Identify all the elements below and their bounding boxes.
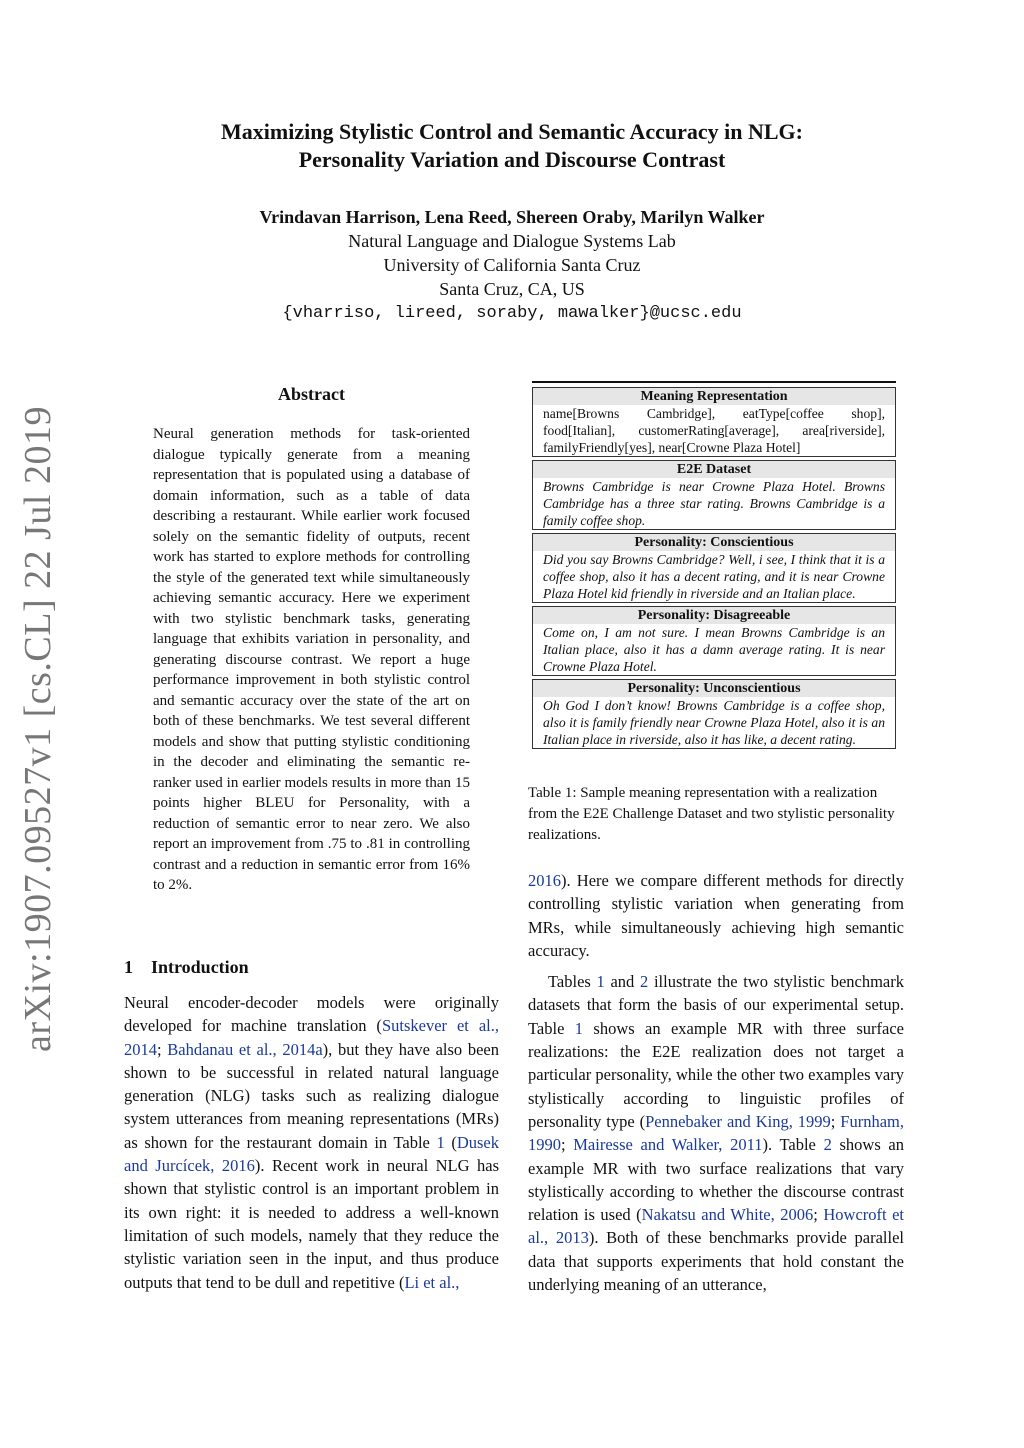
table-box-unconscientious: [532, 679, 896, 749]
right-column-text: [528, 869, 904, 1296]
section-number: 1: [124, 957, 133, 977]
intro-text: ), but they have also been shown to be successful in related natural language generation (NLG) tasks such as realizing dialogue system utterances from meaning representations (MRs) as shown for the restaurant domain in Table: [124, 1039, 499, 1152]
table-box-header: Personality: Disagreeable: [533, 607, 895, 624]
citation-link[interactable]: Bahdanau et al., 2014a: [167, 1039, 323, 1059]
table-box-disagreeable: [532, 606, 896, 676]
table-box-text: Did you say Browns Cambridge? Well, i see, I think that it is a coffee shop, also it has a decent rating, and it is near Crowne Plaza Hotel kid friendly in riverside and an Italian place.: [543, 552, 885, 601]
table-box-header: E2E Dataset: [533, 461, 895, 478]
right-paragraph-2: [528, 970, 904, 1296]
citation-link[interactable]: Howcroft et al., 2013: [528, 1205, 905, 1248]
table-box-header: Meaning Representation: [533, 388, 895, 405]
table-box-e2e: [532, 460, 896, 530]
author-list: Vrindavan Harrison, Lena Reed, Shereen Oraby, Marilyn Walker: [259, 207, 765, 227]
table-ref-link[interactable]: 2: [640, 972, 649, 992]
abstract-text: Neural generation methods for task-oriented dialogue typically generate from a meaning representation that is populated using a database of domain information, such as a table of data describing a restaurant. While earlier work focused solely on the semantic fidelity of outputs, recent work has started to explore methods for controlling the style of the generated text while simultaneously achieving semantic accuracy. Here we experiment with two stylistic benchmark tasks, generating language that exhibits variation in personality, and generating discourse contrast. We report a huge performance improvement in both stylistic control and semantic accuracy over the state of the art on both of these benchmarks. We test several different models and show that putting stylistic conditioning in the decoder and eliminating the semantic re-ranker used in earlier models results in more than 15 points higher BLEU for Personality, with a reduction of semantic error to near zero. We also report an improvement from .75 to .81 in controlling contrast and a reduction in semantic error from 16% to 2%.: [153, 426, 470, 893]
citation-link[interactable]: Sutskever et al., 2014: [124, 1016, 500, 1059]
section-title: Introduction: [151, 957, 249, 977]
body-text: Tables: [548, 972, 597, 992]
citation-link[interactable]: Li et al.,: [404, 1272, 460, 1292]
table-box-header: Personality: Conscientious: [533, 534, 895, 551]
body-text: ;: [561, 1135, 574, 1155]
body-text: ;: [813, 1205, 824, 1225]
paper-title: [0, 118, 1024, 174]
right-paragraph-1: [528, 869, 904, 962]
title-line-2: Personality Variation and Discourse Contrast: [298, 147, 726, 172]
intro-text: (: [444, 1132, 457, 1152]
citation-link[interactable]: Dusek and Jurcícek, 2016: [124, 1132, 499, 1176]
citation-link[interactable]: Mairesse and Walker, 2011: [573, 1135, 763, 1155]
table-ref-link[interactable]: 1: [436, 1132, 445, 1152]
body-text: ;: [830, 1111, 841, 1131]
intro-text: Neural encoder-decoder models were originally developed for machine translation (: [124, 993, 499, 1036]
affiliation-university: University of California Santa Cruz: [383, 255, 641, 275]
title-line-1: Maximizing Stylistic Control and Semantic Accuracy in NLG:: [221, 119, 803, 144]
body-text: ). Both of these benchmarks provide parallel data that supports experiments that hold constant the underlying meaning of an utterance,: [528, 1228, 904, 1295]
table-ref-link[interactable]: 2: [823, 1135, 832, 1155]
intro-text: ). Recent work in neural NLG has shown that stylistic control is an important problem in its own right: it is needed to address a well-known limitation of such models, namely that they reduce the stylistic variation seen in the input, and thus produce outputs that tend to be dull and repetitive (: [124, 1156, 500, 1292]
body-text: shows an example MR with two surface realizations that vary stylistically according to whether the discourse contrast relation is used (: [528, 1135, 904, 1225]
table-1-caption: Table 1: Sample meaning representation with a realization from the E2E Challenge Dataset and two stylistic personality realizations.: [528, 785, 895, 843]
citation-link[interactable]: 2016: [528, 871, 561, 890]
table-box-text: Come on, I am not sure. I mean Browns Cambridge is an Italian place, also it has a damn average rating. It is near Crowne Plaza Hotel.: [543, 625, 885, 674]
arxiv-identifier: arXiv:1907.09527v1 [cs.CL] 22 Jul 2019: [17, 406, 59, 1052]
body-text: ). Table: [762, 1135, 824, 1155]
abstract-heading: Abstract: [278, 384, 345, 404]
body-text: shows an example MR with three surface realizations: the E2E realization does not target a particular personality, while the other two examples vary stylistically according to linguistic profiles of personality type (: [528, 1018, 904, 1131]
table-box-conscientious: [532, 533, 896, 603]
table-box-header: Personality: Unconscientious: [533, 680, 895, 697]
citation-link[interactable]: Nakatsu and White, 2006: [641, 1205, 814, 1225]
citation-link[interactable]: Furnham, 1990: [528, 1111, 904, 1155]
author-emails: {vharriso, lireed, soraby, mawalker}@ucsc.edu: [282, 304, 742, 323]
body-text: and: [604, 972, 640, 992]
affiliation-lab: Natural Language and Dialogue Systems Lab: [348, 231, 676, 251]
intro-text: ;: [157, 1039, 168, 1059]
table-box-text: name[Browns Cambridge], eatType[coffee shop], food[Italian], customerRating[average], area[riverside], familyFriendly[yes], near[Crowne Plaza Hotel]: [543, 406, 885, 455]
table-box-text: Browns Cambridge is near Crowne Plaza Hotel. Browns Cambridge has a three star rating. Browns Cambridge is a family coffee shop.: [543, 479, 885, 528]
citation-link[interactable]: Pennebaker and King, 1999: [645, 1111, 831, 1131]
table-ref-link[interactable]: 1: [596, 972, 605, 992]
table-ref-link[interactable]: 1: [574, 1018, 584, 1038]
table-box-text: Oh God I don’t know! Browns Cambridge is a coffee shop, also it is family friendly near Crowne Plaza Hotel, also it is an Italian place in riverside, also it has like, a decent rating.: [543, 698, 885, 747]
section-heading-introduction: [124, 957, 249, 978]
introduction-paragraph: [124, 991, 499, 1294]
table-1: [532, 381, 896, 752]
table-box-mr: [532, 387, 896, 457]
affiliation-city: Santa Cruz, CA, US: [439, 279, 585, 299]
body-text: ). Here we compare different methods for directly controlling stylistic variation when generating from MRs, while simultaneously achieving high semantic accuracy.: [528, 871, 904, 960]
body-text: illustrate the two stylistic benchmark datasets that form the basis of our experimental setup. Table: [528, 972, 904, 1038]
